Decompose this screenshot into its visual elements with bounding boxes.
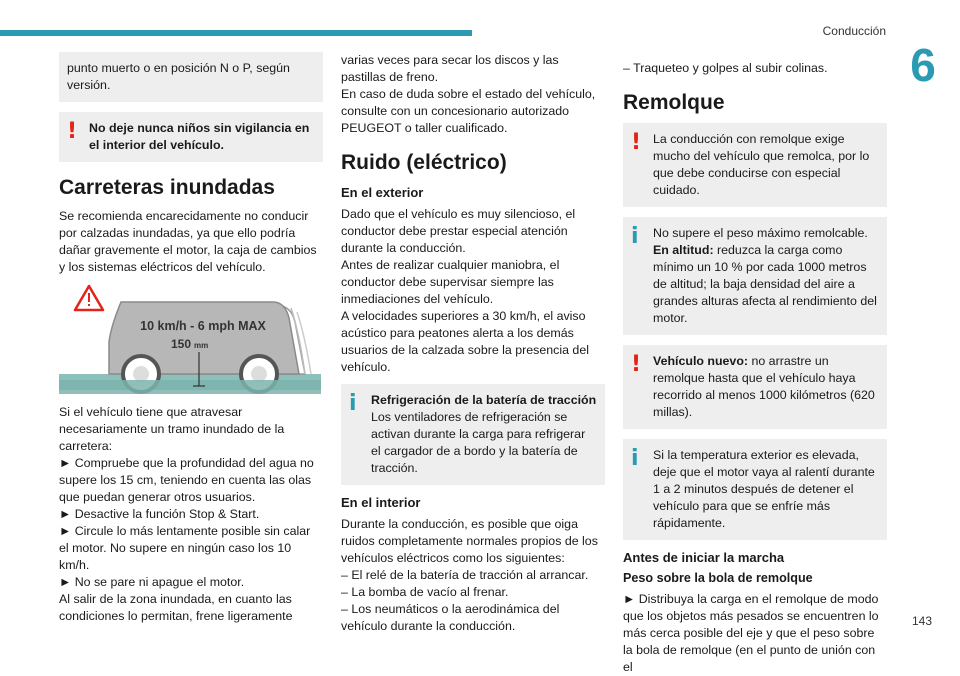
paragraph: Antes de realizar cualquier maniobra, el conductor debe supervisar siempre las inmediaciones del vehículo.	[341, 258, 560, 306]
chapter-number: 6	[910, 39, 936, 91]
info-icon: i	[349, 391, 357, 416]
column-3	[623, 52, 887, 676]
warning-box	[59, 112, 323, 162]
paragraph: Si el vehículo tiene que atravesar necesariamente un tramo inundado de la carretera:	[59, 405, 285, 453]
paragraph: Durante la conducción, es posible que oiga ruidos completamente normales propios de los vehículos eléctricos como los siguientes:	[341, 517, 598, 565]
depth-unit: mm	[194, 341, 209, 350]
warning-icon: !	[631, 352, 642, 377]
subheading-interior: En el interior	[341, 495, 421, 510]
info-icon: i	[631, 446, 639, 471]
header-accent-bar	[0, 30, 472, 36]
section-title: Conducción	[822, 24, 886, 38]
list-item: – La bomba de vacío al frenar.	[341, 585, 509, 599]
flooded-road-illustration	[59, 282, 321, 394]
paragraph: varias veces para secar los discos y las pastillas de freno.	[341, 53, 559, 84]
list-item: ► Circule lo más lentamente posible sin calar el motor. No supere en ningún caso los 10 km/h.	[59, 524, 311, 572]
subheading-before-driving: Antes de iniciar la marcha	[623, 550, 785, 565]
column-2	[341, 52, 605, 635]
warning-icon: !	[631, 130, 642, 155]
subheading-towball-weight: Peso sobre la bola de remolque	[623, 571, 813, 585]
paragraph: ► Distribuya la carga en el remolque de modo que los objetos más pesados se encuentren lo más cerca posible del eje y que el peso sobre la bola de remolque (en el punto de unión con el	[623, 592, 879, 674]
list-item: ► No se pare ni apague el motor.	[59, 575, 245, 589]
info-text: reduzca la carga como mínimo un 10 % por cada 1000 metros de altitud; la baja densidad del aire a grandes alturas afecta al rendimiento del motor.	[653, 243, 877, 325]
subheading-exterior: En el exterior	[341, 185, 424, 200]
info-icon: i	[631, 224, 639, 249]
info-box	[623, 439, 887, 540]
note-text: punto muerto o en posición N o P, según versión.	[67, 61, 290, 92]
heading-noise: Ruido (eléctrico)	[341, 151, 507, 174]
paragraph: En caso de duda sobre el estado del vehículo, consulte con un concesionario autorizado PEUGEOT o taller cualificado.	[341, 87, 596, 135]
warning-text: La conducción con remolque exige mucho del vehículo que remolca, por lo que debe conducirse con especial cuidado.	[653, 132, 870, 197]
warning-box	[623, 123, 887, 207]
warning-text: No deje nunca niños sin vigilancia en el interior del vehículo.	[89, 121, 310, 152]
paragraph: Se recomienda encarecidamente no conducir por calzadas inundadas, ya que ello podría dañar gravemente el motor, la caja de cambios y los sistemas eléctricos del vehículo.	[59, 209, 317, 274]
warning-box	[623, 345, 887, 429]
page-number: 143	[911, 614, 932, 628]
note-box	[59, 52, 323, 102]
list-item: ► Desactive la función Stop & Start.	[59, 507, 260, 521]
info-text: No supere el peso máximo remolcable.	[653, 226, 868, 240]
warning-text: no arrastre un remolque hasta que el vehículo haya recorrido al menos 1000 kilómetros (620 millas).	[653, 354, 875, 419]
speed-limit-label: 10 km/h - 6 mph MAX	[140, 319, 266, 333]
list-item: – Traqueteo y golpes al subir colinas.	[623, 61, 828, 75]
warning-label: Vehículo nuevo:	[653, 354, 749, 368]
info-text: Los ventiladores de refrigeración se activan durante la carga para refrigerar el cargador de a bordo y la batería de tracción.	[371, 410, 586, 475]
paragraph: Dado que el vehículo es muy silencioso, el conductor debe prestar especial atención durante la conducción.	[341, 207, 576, 255]
list-item: – El relé de la batería de tracción al arrancar.	[341, 568, 589, 582]
warning-icon: !	[67, 119, 78, 144]
heading-towing: Remolque	[623, 91, 725, 114]
info-box	[623, 217, 887, 335]
info-label: En altitud:	[653, 243, 714, 257]
depth-label: 150	[170, 337, 191, 351]
info-box	[341, 384, 605, 485]
list-item: ► Compruebe que la profundidad del agua no supere los 15 cm, teniendo en cuenta las olas que puedan generar otros usuarios.	[59, 456, 314, 504]
paragraph: A velocidades superiores a 30 km/h, el aviso acústico para peatones alerta a los demás usuarios de la calzada sobre la presencia del vehículo.	[341, 309, 589, 374]
info-text: Si la temperatura exterior es elevada, deje que el motor vaya al ralentí durante 1 a 2 minutos después de detener el vehículo para que se enfríe más rápidamente.	[653, 448, 875, 530]
list-item: – Los neumáticos o la aerodinámica del vehículo durante la conducción.	[341, 602, 560, 633]
paragraph: Al salir de la zona inundada, en cuanto las condiciones lo permitan, frene ligeramente	[59, 592, 293, 623]
info-title: Refrigeración de la batería de tracción	[371, 393, 597, 407]
heading-flooded-roads: Carreteras inundadas	[59, 176, 275, 199]
column-1	[59, 52, 323, 625]
